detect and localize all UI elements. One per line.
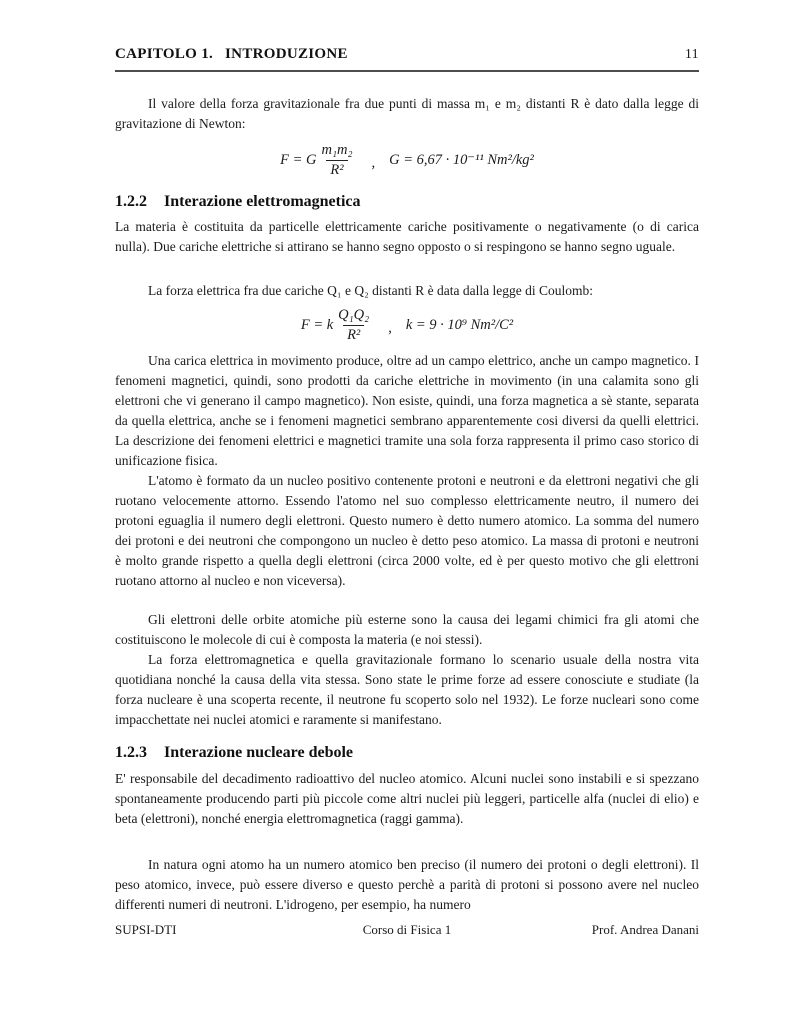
- section-number: 1.2.3: [115, 744, 147, 761]
- page-footer: [115, 921, 699, 939]
- paragraph-atom-structure: L'atomo è formato da un nucleo positivo contenente protoni e neutroni e da elettroni negativi che gli ruotano velocemente attorno. Essendo l'atomo nel suo complesso elettricamente neutro, il numero dei protoni eguaglia il numero degli elettroni. Questo numero è detto numero atomico. La somma del numero dei protoni e dei neutroni che compongono un nucleo è detto peso atomico. La massa di protoni e neutroni è molto grande rispetto a quella degli elettroni (circa 2000 volte, ed è per questo motivo che gli elettroni ruotano attorno al nucleo e non viceversa).: [115, 473, 699, 588]
- coulomb-formula-fraction: [335, 306, 372, 345]
- page-header: [115, 46, 699, 72]
- footer-institution: SUPSI-DTI: [115, 922, 177, 937]
- paragraph-radioactive-decay: E' responsabile del decadimento radioattivo del nucleo atomico. Alcuni nuclei sono instabili e si spezzano spontaneamente producendo parti più piccole come altri nuclei più leggeri, particelle alfa (nuclei di elio) e beta (elettroni), nonché energia elettromagnetica (raggi gamma).: [115, 771, 699, 826]
- footer-course-title: Corso di Fisica 1: [362, 922, 452, 937]
- paragraph-em-gravity: La forza elettromagnetica e quella gravitazionale formano lo scenario usuale della nostra vita quotidiana nonché la causa della vita stessa. Sono state le prime forze ad essere conosciute e studiate (la forza nucleare è una scoperta recente, il neutrone fu scoperto solo nel 1932). Le forze nucleari sono come impacchettate nei nuclei atomici e raramente si manifestano.: [115, 652, 699, 727]
- section-number: 1.2.2: [115, 193, 147, 210]
- footer-professor: Prof. Andrea Danani: [591, 922, 699, 937]
- paragraph-atomic-number: In natura ogni atomo ha un numero atomico ben preciso (il numero dei protoni o degli elettroni). Il peso atomico, invece, può essere diverso e questo perchè a parità di protoni si possono avere nel nucleo differenti numeri di neutroni. L'idrogeno, per esempio, ha numero: [115, 857, 699, 912]
- paragraph-matter-charges: La materia è costituita da particelle elettricamente cariche positivamente o negativamente (o di carica nulla). Due cariche elettriche si attirano se hanno segno opposto o si respingono se hanno segno uguale.: [115, 219, 699, 254]
- chapter-title: INTRODUZIONE: [225, 46, 348, 62]
- newton-formula: [115, 141, 699, 180]
- newton-formula-comma: ,: [371, 155, 376, 171]
- coulomb-formula-comma: ,: [388, 320, 392, 336]
- chapter-label: CAPITOLO 1.: [115, 46, 214, 62]
- section-heading-electromagnetic: [115, 191, 699, 213]
- paragraph-electron-orbits: Gli elettroni delle orbite atomiche più esterne sono la causa dei legami chimici fra gli atomi che costituiscono le molecole di cui è composta la materia (e noi stessi).: [115, 612, 699, 647]
- newton-formula-lhs: F = G: [280, 152, 317, 168]
- chapter-heading: [115, 46, 348, 63]
- section-title: Interazione elettromagnetica: [164, 193, 361, 210]
- section-heading-weak-nuclear: [115, 742, 699, 764]
- paragraph-moving-charge: Una carica elettrica in movimento produce, oltre ad un campo elettrico, anche un campo magnetico. I fenomeni magnetici, quindi, sono prodotti da cariche elettriche in movimento (in una calamita sono gli elettroni che vi generano il campo magnetico). Non esiste, quindi, una forza magnetica a sè stante, separata da quella elettrica, anche se i fenomeni magnetici sembrano apparentemente cosi diversi da quelli elettrici. La descrizione dei fenomeni elettrici e magnetici tramite una sola forza rappresenta il primo caso storico di unificazione fisica.: [115, 353, 699, 468]
- newton-formula-fraction: [318, 141, 355, 180]
- coulomb-formula-lhs: F = k: [300, 317, 334, 333]
- paragraph-coulomb-intro: La forza elettrica fra due cariche Q₁ e Q₂ distanti R è data dalla legge di Coulomb:: [148, 283, 593, 298]
- newton-formula-denominator: R²: [326, 160, 347, 180]
- newton-formula-constant: G = 6,67 · 10⁻¹¹ Nm²/kg²: [389, 152, 534, 168]
- newton-formula-numerator: m₁m₂: [321, 142, 353, 158]
- coulomb-formula-denominator: R²: [343, 325, 364, 345]
- page-number: 11: [684, 47, 699, 62]
- section-title: Interazione nucleare debole: [164, 744, 354, 761]
- coulomb-formula: [115, 306, 699, 345]
- paragraph-gravity-intro: Il valore della forza gravitazionale fra due punti di massa m₁ e m₂ distanti R è dato dalla legge di gravitazione di Newton:: [115, 96, 699, 131]
- coulomb-formula-numerator: Q₁Q₂: [338, 307, 370, 323]
- coulomb-formula-constant: k = 9 · 10⁹ Nm²/C²: [405, 317, 514, 333]
